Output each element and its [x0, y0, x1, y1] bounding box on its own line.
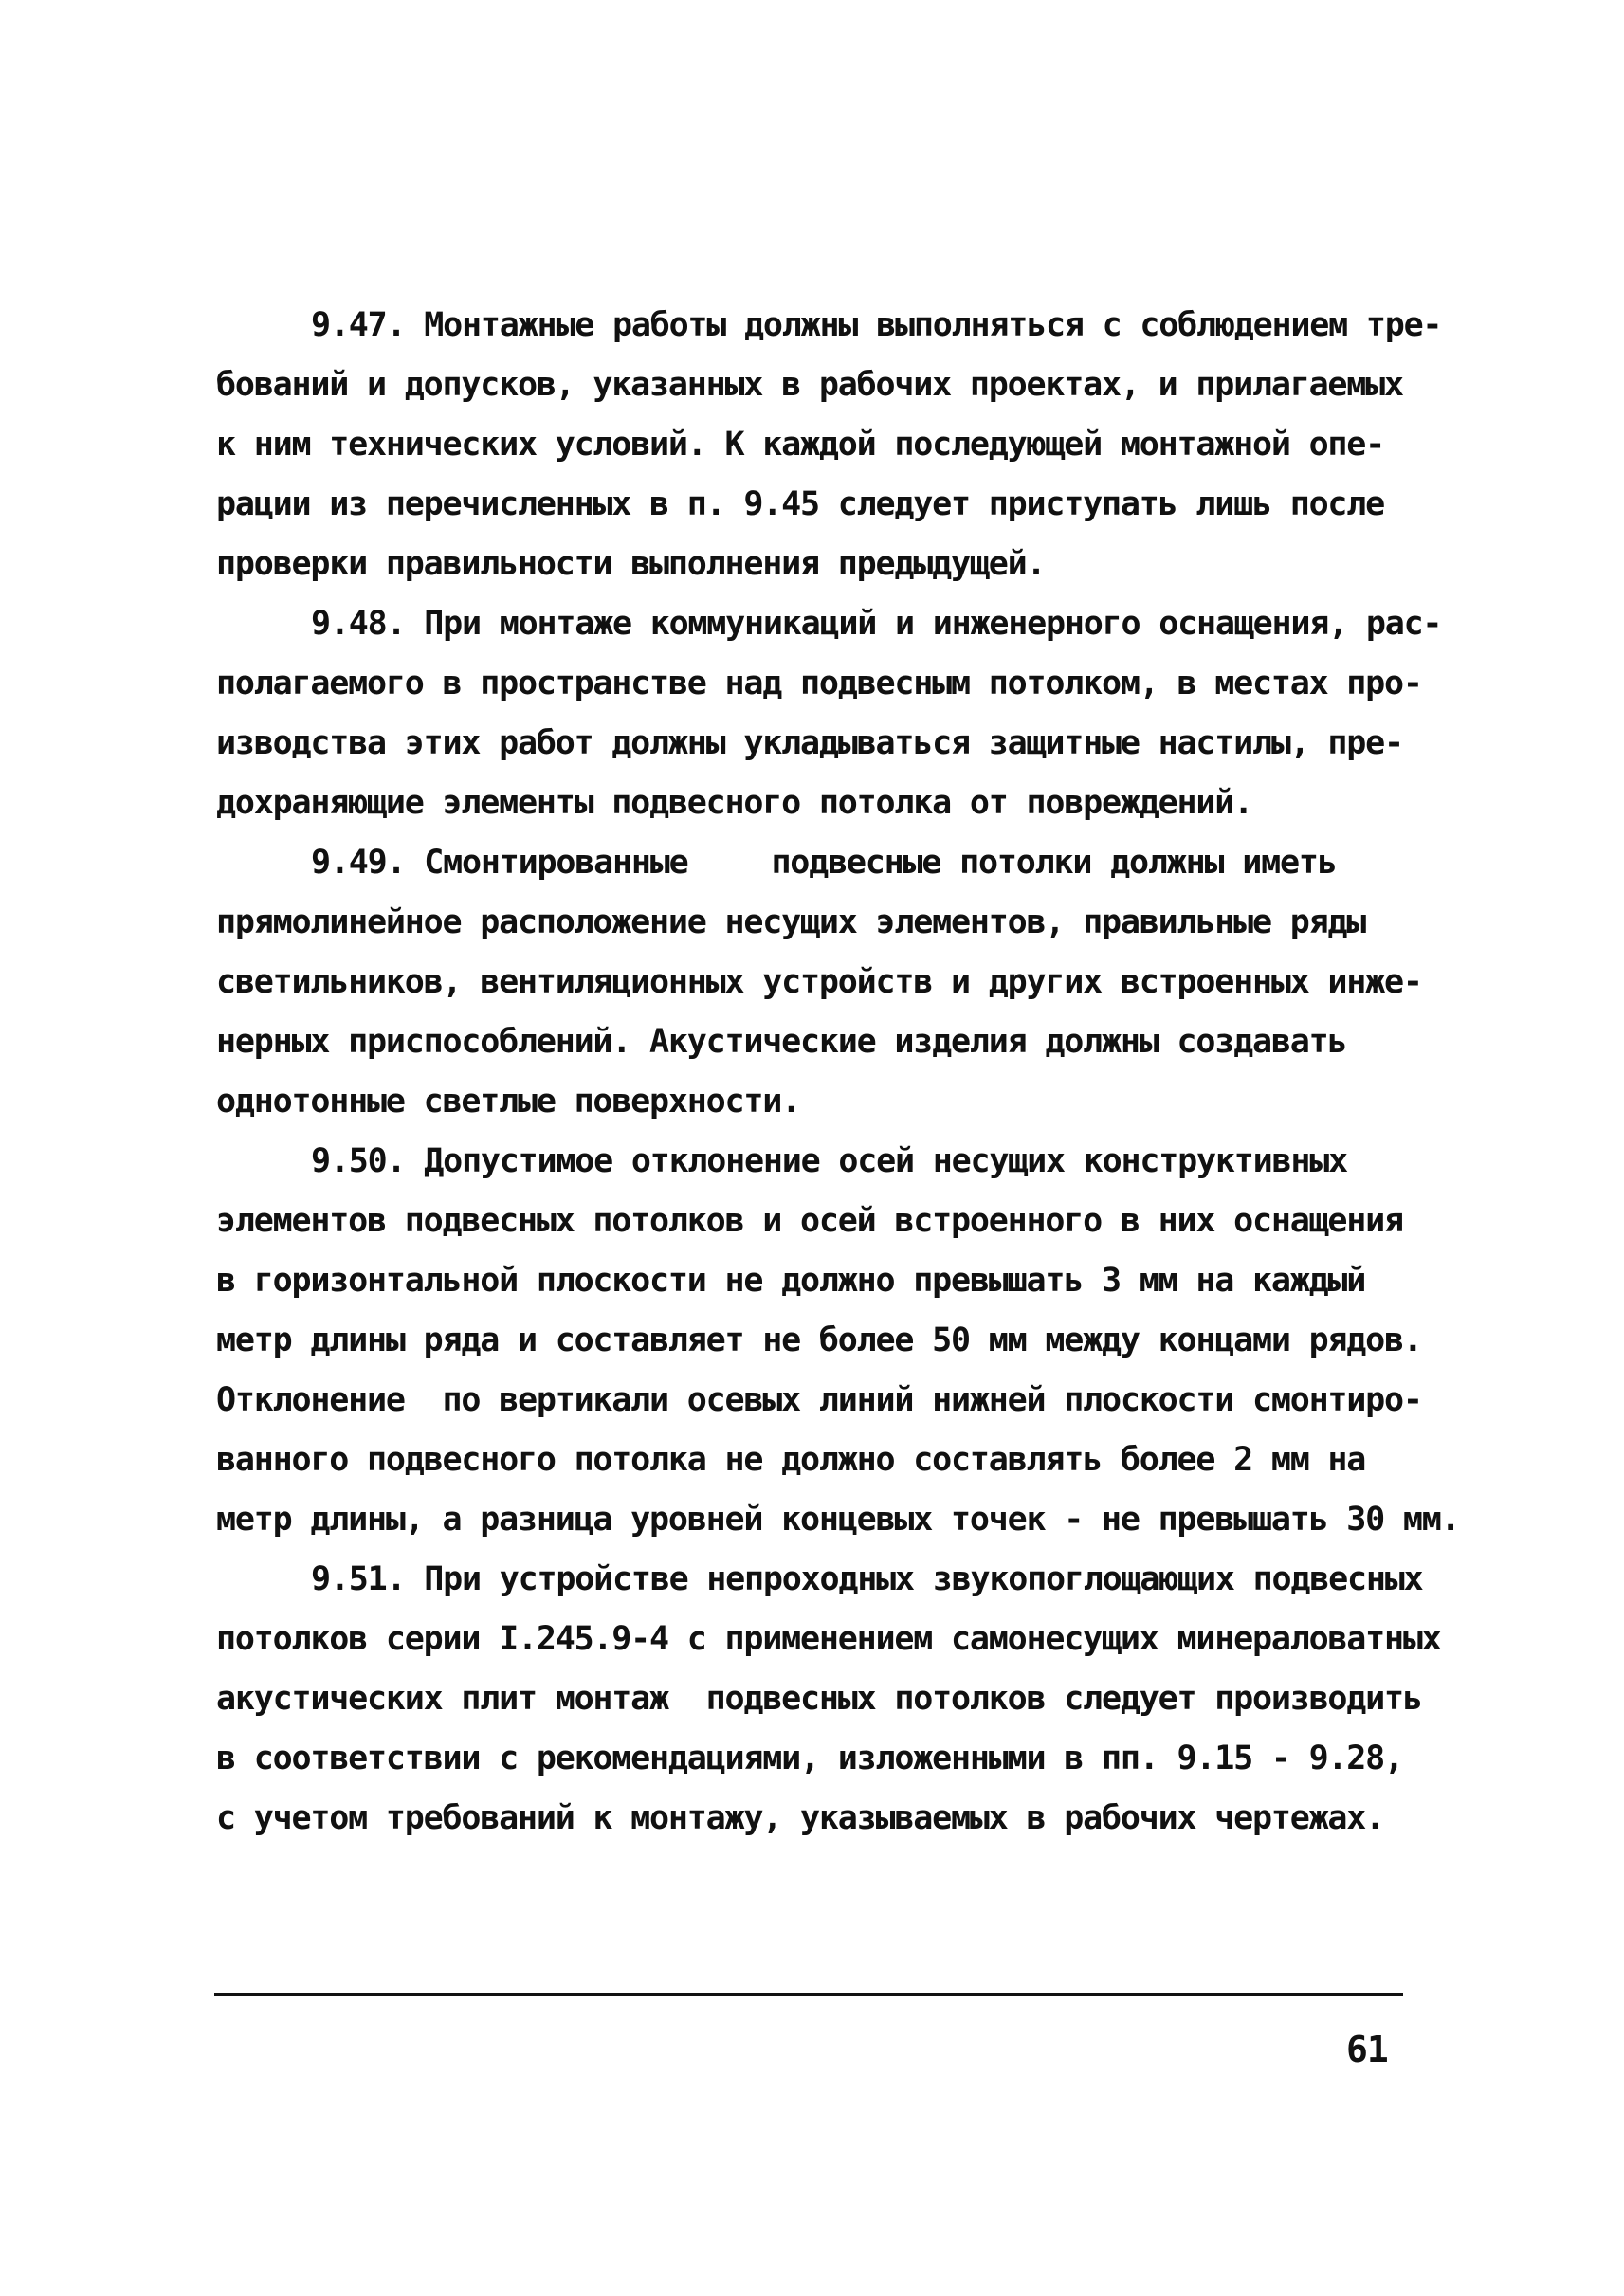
paragraph-9-49-line-3: светильников, вентиляционных устройств и других встроенных инже-: [216, 963, 1422, 1001]
footer-divider: [214, 1993, 1403, 1996]
paragraph-9-51-line-1: 9.51. При устройстве непроходных звукопоглощающих подвесных: [311, 1560, 1423, 1598]
paragraph-9-51-line-3: акустических плит монтаж подвесных потолков следует производить: [216, 1680, 1422, 1718]
paragraph-9-49-lead: 9.49. Смонтированные: [311, 844, 688, 882]
paragraph-9-50-line-1: 9.50. Допустимое отклонение осей несущих конструктивных: [311, 1142, 1347, 1180]
body-text: [216, 296, 1460, 1849]
paragraph-9-51-line-4: в соответствии с рекомендациями, изложенными в пп. 9.15 - 9.28,: [216, 1740, 1403, 1777]
paragraph-9-50-line-6: ванного подвесного потолка не должно составлять более 2 мм на: [216, 1441, 1366, 1479]
paragraph-9-48-line-2: полагаемого в пространстве над подвесным потолком, в местах про-: [216, 665, 1422, 702]
paragraph-9-50-line-3: в горизонтальной плоскости не должно превышать 3 мм на каждый: [216, 1262, 1366, 1300]
paragraph-9-47-line-4: рации из перечисленных в п. 9.45 следует приступать лишь после: [216, 485, 1385, 523]
paragraph-9-47-line-1: 9.47. Монтажные работы должны выполняться с соблюдением тре-: [311, 306, 1442, 344]
paragraph-9-48-line-4: дохраняющие элементы подвесного потолка от повреждений.: [216, 784, 1252, 822]
paragraph-9-49-line-1: [216, 833, 1430, 893]
paragraph-9-50-line-7: метр длины, а разница уровней концевых точек - не превышать 30 мм.: [216, 1501, 1460, 1539]
paragraph-9-49-line-2: прямолинейное расположение несущих элементов, правильные ряды: [216, 903, 1366, 941]
paragraph-9-51-line-2: потолков серии I.245.9-4 с применением самонесущих минераловатных: [216, 1620, 1441, 1658]
page-number: 61: [1346, 2029, 1388, 2070]
paragraph-9-47-line-2: бований и допусков, указанных в рабочих проектах, и прилагаемых: [216, 366, 1403, 404]
paragraph-9-48-line-1: 9.48. При монтаже коммуникаций и инженерного оснащения, рас-: [311, 605, 1442, 643]
paragraph-9-50-line-2: элементов подвесных потолков и осей встроенного в них оснащения: [216, 1202, 1403, 1240]
paragraph-9-49-line-5: однотонные светлые поверхности.: [216, 1083, 801, 1121]
paragraph-9-50-line-5: Отклонение по вертикали осевых линий нижней плоскости смонтиро-: [216, 1381, 1422, 1419]
paragraph-9-51-line-5: с учетом требований к монтажу, указываемых в рабочих чертежах.: [216, 1799, 1385, 1837]
paragraph-9-50-line-4: метр длины ряда и составляет не более 50 мм между концами рядов.: [216, 1321, 1422, 1359]
paragraph-9-47-line-5: проверки правильности выполнения предыдущей.: [216, 545, 1046, 583]
paragraph-9-48-line-3: изводства этих работ должны укладываться защитные настилы, пре-: [216, 724, 1403, 762]
paragraph-9-49-line-4: нерных приспособлений. Акустические изделия должны создавать: [216, 1023, 1347, 1061]
paragraph-9-49-lead-rest: подвесные потолки должны иметь: [771, 844, 1337, 882]
paragraph-9-47-line-3: к ним технических условий. К каждой последующей монтажной опе-: [216, 426, 1385, 464]
